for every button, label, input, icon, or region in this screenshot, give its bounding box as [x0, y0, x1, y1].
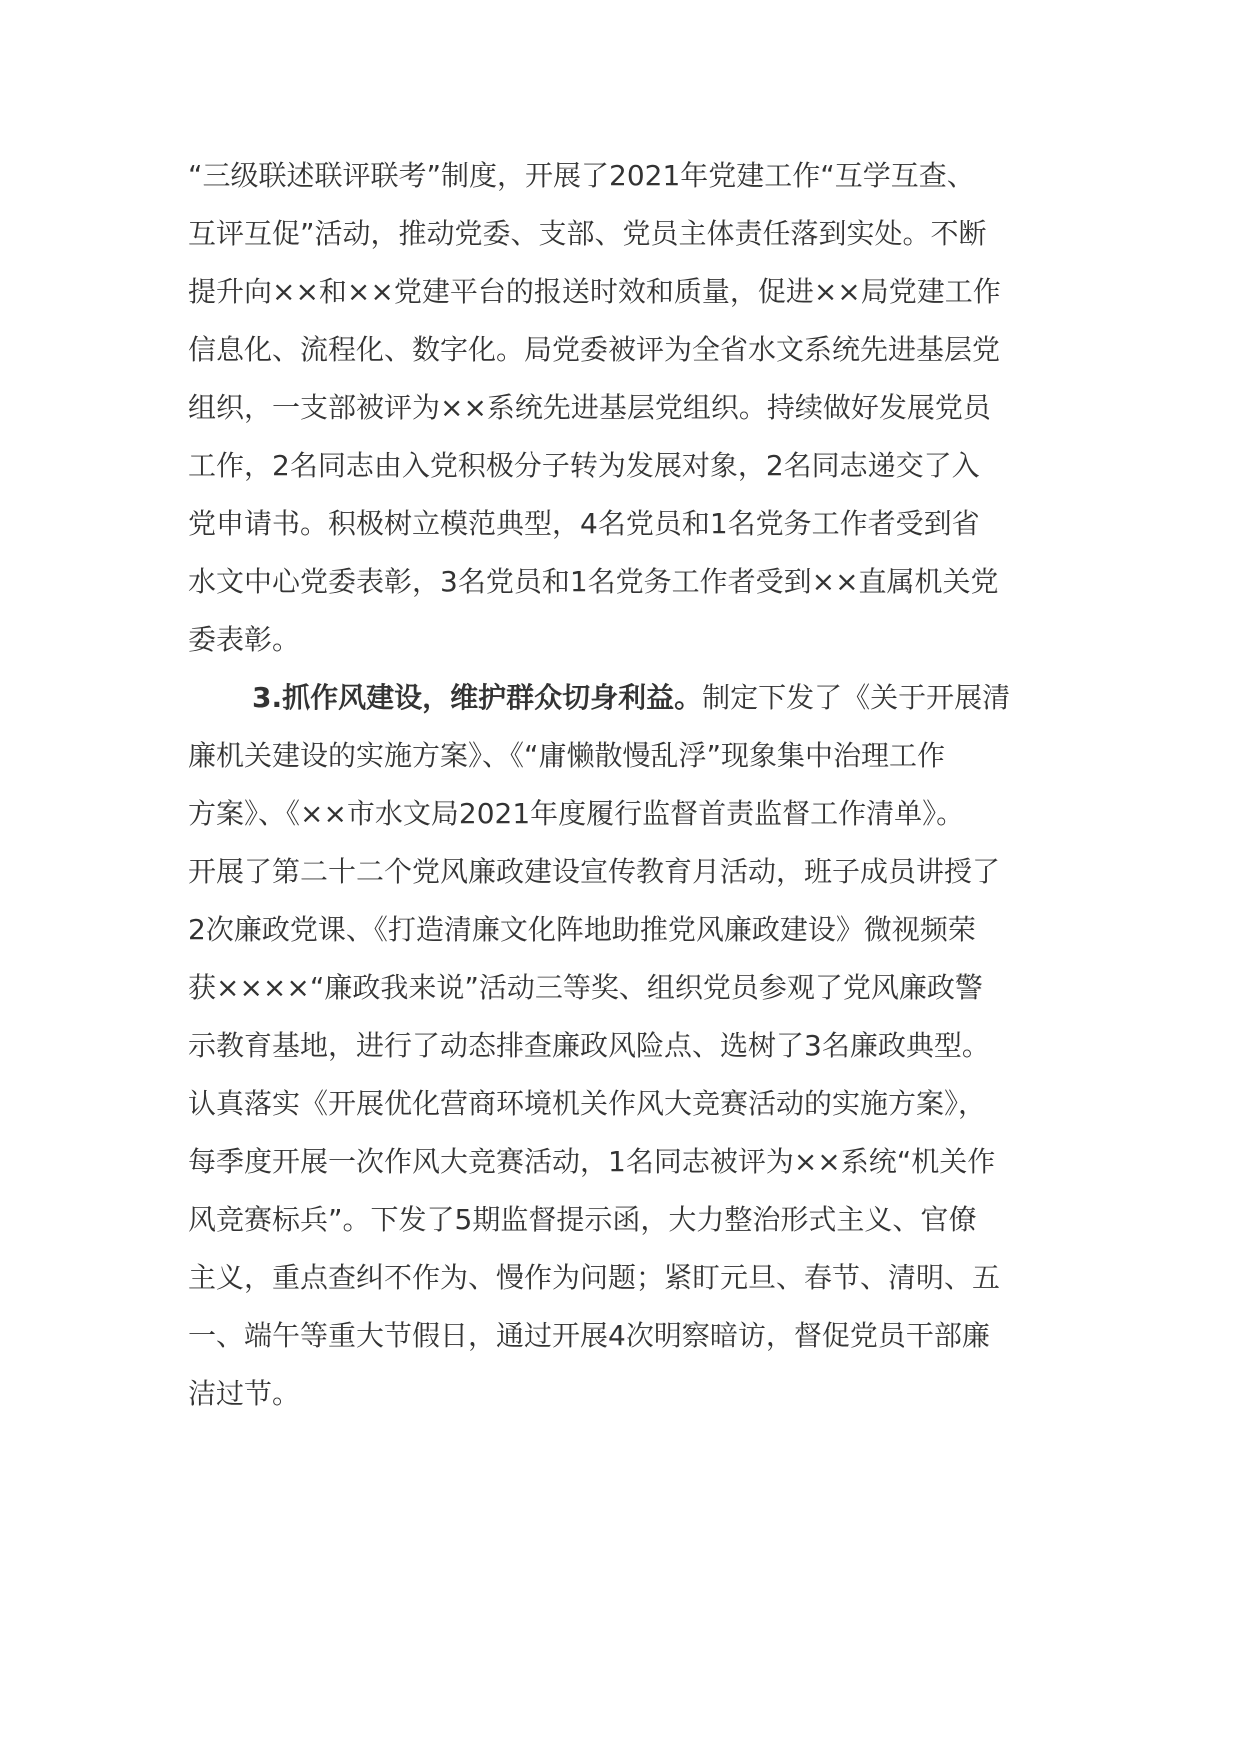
paragraph-line: 获××××“廉政我来说”活动三等奖、组织党员参观了党风廉政警	[188, 971, 983, 1004]
paragraph-line: 主义，重点查纠不作为、慢作为问题；紧盯元旦、春节、清明、五	[188, 1261, 1001, 1294]
paragraph-line: 开展了第二十二个党风廉政建设宣传教育月活动，班子成员讲授了	[188, 855, 1001, 888]
paragraph-line: 组织，一支部被评为××系统先进基层党组织。持续做好发展党员	[188, 391, 991, 424]
paragraph-line: 委表彰。	[188, 623, 301, 656]
paragraph-line: 廉机关建设的实施方案》、《“庸懒散慢乱浮”现象集中治理工作	[188, 739, 946, 772]
paragraph-line: 示教育基地，进行了动态排查廉政风险点、选树了3名廉政典型。	[188, 1029, 990, 1062]
paragraph-line: “三级联述联评联考”制度，开展了2021年党建工作“互学互查、	[188, 159, 975, 192]
paragraph-line: 工作，2名同志由入党积极分子转为发展对象，2名同志递交了入	[188, 449, 980, 482]
paragraph-line: 提升向××和××党建平台的报送时效和质量，促进××局党建工作	[188, 275, 1001, 308]
paragraph-line: 信息化、流程化、数字化。局党委被评为全省水文系统先进基层党	[188, 333, 1001, 366]
section-heading: 3.抓作风建设，维护群众切身利益。	[252, 681, 703, 714]
paragraph-first-line	[252, 678, 1010, 718]
paragraph-line: 方案》、《××市水文局2021年度履行监督首责监督工作清单》。	[188, 797, 965, 830]
paragraph-line: 水文中心党委表彰，3名党员和1名党务工作者受到××直属机关党	[188, 565, 999, 598]
paragraph-line: 一、端午等重大节假日，通过开展4次明察暗访，督促党员干部廉	[188, 1319, 990, 1352]
paragraph-line: 党申请书。积极树立模范典型，4名党员和1名党务工作者受到省	[188, 507, 980, 540]
paragraph-line: 认真落实《开展优化营商环境机关作风大竞赛活动的实施方案》，	[188, 1087, 987, 1120]
paragraph-line: 风竞赛标兵”。下发了5期监督提示函，大力整治形式主义、官僚	[188, 1203, 977, 1236]
paragraph-line: 洁过节。	[188, 1377, 301, 1410]
paragraph-line: 互评互促”活动，推动党委、支部、党员主体责任落到实处。不断	[188, 217, 987, 250]
paragraph-line-rest: 制定下发了《关于开展清	[702, 681, 1011, 714]
paragraph-line: 2次廉政党课、《打造清廉文化阵地助推党风廉政建设》微视频荣	[188, 913, 976, 946]
paragraph-line: 每季度开展一次作风大竞赛活动，1名同志被评为××系统“机关作	[188, 1145, 996, 1178]
